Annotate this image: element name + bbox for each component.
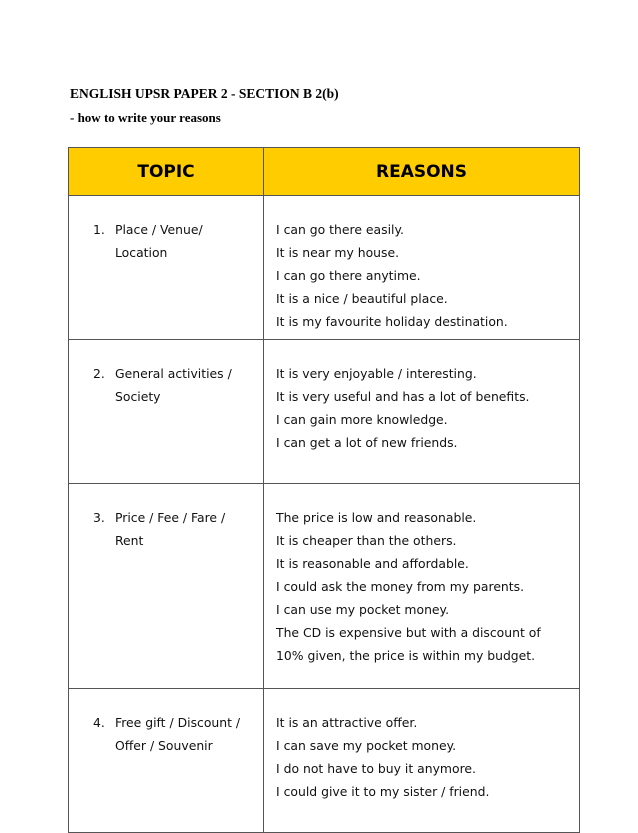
document-subheading: - how to write your reasons bbox=[70, 110, 221, 125]
topic-label: Price / Fee / Fare / Rent bbox=[115, 510, 226, 548]
topic-number: 1. bbox=[93, 222, 105, 237]
topic-reasons-table bbox=[68, 147, 580, 833]
topic-number: 4. bbox=[93, 715, 105, 730]
reason-item: I could give it to my sister / friend. bbox=[276, 784, 490, 799]
topic-label: Free gift / Discount / Offer / Souvenir bbox=[115, 715, 241, 753]
reason-item: I can get a lot of new friends. bbox=[276, 435, 458, 450]
reason-item: It is a nice / beautiful place. bbox=[276, 291, 448, 306]
topic-label: General activities / Society bbox=[115, 366, 232, 404]
table-header-row bbox=[69, 148, 580, 196]
table-row bbox=[69, 340, 580, 484]
topic-cell bbox=[69, 484, 264, 689]
reason-item: I can use my pocket money. bbox=[276, 602, 450, 617]
reason-item: The price is low and reasonable. bbox=[276, 510, 477, 525]
reason-item: It is very useful and has a lot of benefits. bbox=[276, 389, 530, 404]
reasons-column-header: REASONS bbox=[264, 148, 580, 196]
reason-item: I can go there easily. bbox=[276, 222, 404, 237]
reason-item: It is my favourite holiday destination. bbox=[276, 314, 508, 329]
topic-column-header: TOPIC bbox=[69, 148, 264, 196]
reasons-cell bbox=[264, 689, 580, 833]
reason-item: It is very enjoyable / interesting. bbox=[276, 366, 477, 381]
table-row bbox=[69, 484, 580, 689]
reason-item: I can gain more knowledge. bbox=[276, 412, 448, 427]
topic-number: 2. bbox=[93, 366, 105, 381]
reason-item: I do not have to buy it anymore. bbox=[276, 761, 476, 776]
reason-item: I can go there anytime. bbox=[276, 268, 421, 283]
document-heading: ENGLISH UPSR PAPER 2 - SECTION B 2(b) bbox=[70, 86, 339, 101]
reasons-cell bbox=[264, 196, 580, 340]
topic-number: 3. bbox=[93, 510, 105, 525]
topic-cell bbox=[69, 196, 264, 340]
reason-item: It is reasonable and affordable. bbox=[276, 556, 469, 571]
reasons-cell bbox=[264, 484, 580, 689]
reason-item: I could ask the money from my parents. bbox=[276, 579, 525, 594]
reasons-cell bbox=[264, 340, 580, 484]
reason-item: The CD is expensive but with a discount of 10% given, the price is within my budget. bbox=[276, 625, 541, 663]
reason-item: It is cheaper than the others. bbox=[276, 533, 457, 548]
topic-cell bbox=[69, 340, 264, 484]
table-row bbox=[69, 689, 580, 833]
table-row bbox=[69, 196, 580, 340]
reason-item: It is near my house. bbox=[276, 245, 400, 260]
reason-item: I can save my pocket money. bbox=[276, 738, 457, 753]
reason-item: It is an attractive offer. bbox=[276, 715, 418, 730]
topic-cell bbox=[69, 689, 264, 833]
topic-label: Place / Venue/ Location bbox=[115, 222, 203, 260]
